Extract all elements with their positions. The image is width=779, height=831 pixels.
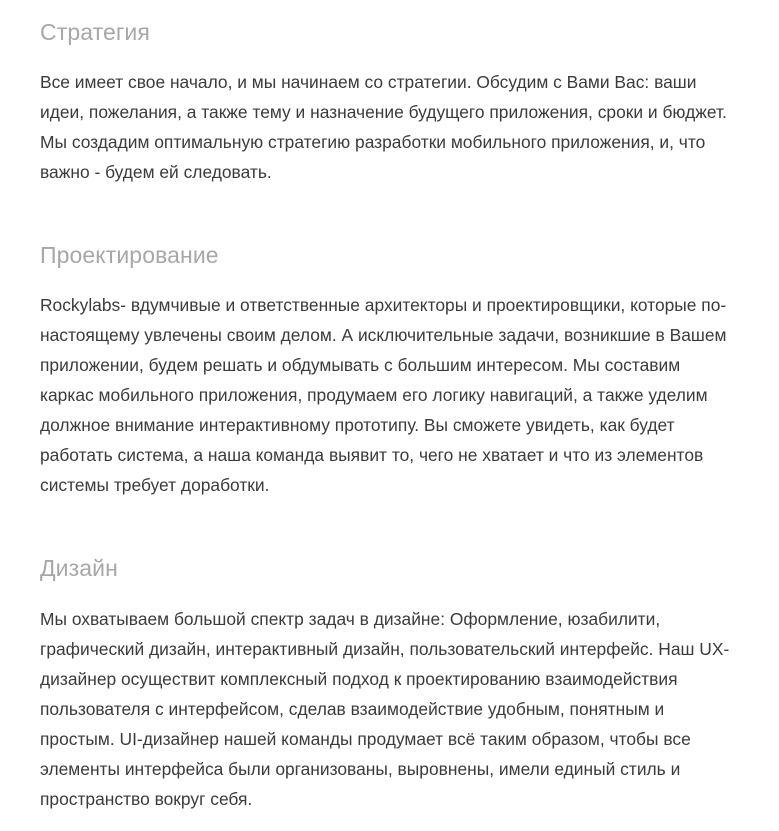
section-heading: Дизайн [40,555,118,581]
section-heading: Стратегия [40,19,150,45]
section-heading: Проектирование [40,242,219,268]
section-paragraph: Все имеет свое начало, и мы начинаем со стратегии. Обсудим с Вами Вас: ваши идеи, пожелания, а также тему и назначение будущего приложения, сроки и бюджет. Мы создадим оптимальную стратегию разработки мобильного приложения, и, что важно - будем ей следовать. [40,72,727,182]
section-paragraph: Мы охватываем большой спектр задач в дизайне: Оформление, юзабилити, графический дизайн, интерактивный дизайн, пользовательский интерфейс. Наш UX- дизайнер осуществит комплексный подход к проектированию взаимодействия пользователя с интерфейсом, сделав взаимодействие удобным, понятным и простым. UI-дизайнер нашей команды продумает всё таким образом, чтобы все элементы интерфейса были организованы, выровнены, имели единый стиль и пространство вокруг себя. [40,609,730,809]
section-paragraph: Rockylabs- вдумчивые и ответственные архитекторы и проектировщики, которые по- настоящему увлечены своим делом. А исключительные задачи, возникшие в Вашем приложении, будем решать и обдумывать с большим интересом. Мы составим каркас мобильного приложения, продумаем его логику навигаций, а также уделим должное внимание интерактивному прототипу. Вы сможете увидеть, как будет работать система, а наша команда выявит то, чего не хватает и что из элементов системы требует доработки. [40,295,727,495]
